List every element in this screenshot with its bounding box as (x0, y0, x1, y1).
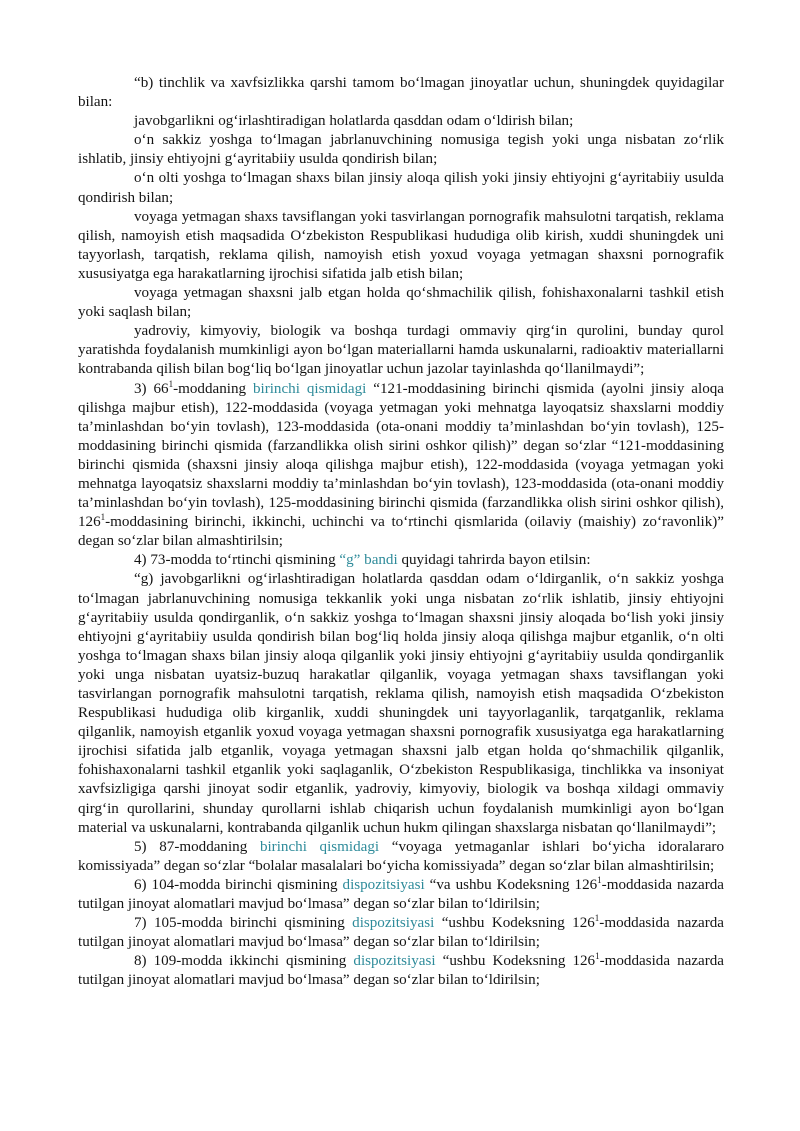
paragraph (78, 169, 724, 207)
paragraph-text: quyidagi tahrirda bayon etilsin: (397, 552, 591, 569)
paragraph (78, 914, 724, 952)
paragraph-text: 3) 66 (134, 380, 169, 397)
superscript-index: 1 (100, 512, 106, 523)
paragraph-text: 4) 73-modda to‘rtinchi qismining (134, 552, 340, 569)
paragraph-text: 5) 87-moddaning (134, 838, 260, 855)
paragraph-text: “va ushbu Kodeksning 126 (424, 876, 598, 893)
paragraph-text: voyaga yetmagan shaxs tavsiflangan yoki tasvirlangan pornografik mahsulotni tarqatish, reklama qilish, namoyish etish maqsadida O‘zbekiston Respublikasi hududiga olib kirish, xuddi shuningdek uni tayyorlash, tarqatish, reklama qilish, namoyish etish yoxud voyaga yetmagan shaxsni pornografik xususiyatga ega harakatlarning ijrochisi sifatida jalb etish bilan; (78, 208, 724, 282)
paragraph-text: “ushbu Kodeksning 126 (434, 915, 595, 932)
reference-link[interactable]: dispozitsiyasi (352, 915, 435, 932)
paragraph-text: “b) tinchlik va xavfsizlikka qarshi tamom bo‘lmagan jinoyatlar uchun, shuningdek quyidagilar bilan: (78, 75, 724, 111)
paragraph-text: 7) 105-modda birinchi qismining (134, 915, 353, 932)
paragraph (78, 208, 724, 284)
paragraph (78, 284, 724, 322)
document-body (78, 74, 724, 991)
paragraph-text: o‘n sakkiz yoshga to‘lmagan jabrlanuvchining nomusiga tegish yoki unga nisbatan zo‘rlik ishlatib, jinsiy ehtiyojni g‘ayritabiiy usulda qondirish bilan; (78, 132, 724, 168)
paragraph-text: -moddasida nazarda tutilgan jinoyat alomatlari mavjud bo‘lmasa” degan so‘zlar bilan to‘ldirilsin; (78, 953, 724, 989)
reference-link[interactable]: dispozitsiyasi (342, 876, 425, 893)
paragraph-text: 6) 104-modda birinchi qismining (134, 876, 343, 893)
paragraph (78, 876, 724, 914)
paragraph-text: -moddasida nazarda tutilgan jinoyat alomatlari mavjud bo‘lmasa” degan so‘zlar bilan to‘ldirilsin; (78, 876, 724, 913)
paragraph-text: javobgarlikni og‘irlashtiradigan holatlarda qasddan odam o‘ldirish bilan; (134, 113, 574, 130)
reference-link[interactable]: birinchi qismidagi (252, 380, 367, 397)
paragraph-text: -moddasida nazarda tutilgan jinoyat alomatlari mavjud bo‘lmasa” degan so‘zlar bilan to‘ldirilsin; (78, 915, 725, 951)
paragraph (78, 74, 724, 112)
paragraph-text: “g) javobgarlikni og‘irlashtiradigan holatlarda qasddan odam o‘ldirganlik, o‘n sakkiz yoshga to‘lmagan jabrlanuvchining nomusiga tekkanlik yoki unga nisbatan zo‘rlik ishlatib, jinsiy ehtiyojni g‘ayritabiiy usulda qondirganlik, o‘n sakkiz yoshga to‘lmagan shaxsni jinsiy aloqada bo‘lish yoki jinsiy ehtiyojni g‘ayritabiiy usulda qondirish bilan bog‘liq holda jinsiy aloqa qilishga majbur etganlik, o‘n olti yoshga to‘lmagan shaxs bilan jinsiy aloqa qilganlik yoki jinsiy ehtiyojni g‘ayritabiiy usulda qondirganlik yoki unga nisbatan uyatsiz-buzuq harakatlar qilganlik, voyaga yetmagan shaxs tavsiflangan yoki tasvirlangan pornografik mahsulotni tarqatish, reklama qilish, namoyish etish maqsadida O‘zbekiston Respublikasi hududiga olib kirganlik, xuddi shuningdek uni tayyorlaganlik, tarqatganlik, reklama qilganlik, namoyish etganlik yoxud voyaga yetmagan shaxsni pornografik xususiyatga ega harakatlarning ijrochisi sifatida jalb etganlik, voyaga yetmagan shaxsni jalb etgan holda qo‘shmachilik qilganlik, fohishaxonalarni tashkil etganlik yoki saqlaganlik, O‘zbekiston Respublikasiga, tinchlikka va insoniyat xavfsizligiga qarshi jinoyat sodir etganlik, yadroviy, kimyoviy, biologik va boshqa xildagi ommaviy qirg‘in qurollarini, shunday qurollarni ishlab chiqarish uchun foydalanish mumkinligi ayon bo‘lgan material va uskunalarni, kontrabanda qilganlik uchun hukm qilingan shaxslarga nisbatan qo‘llanilmaydi”; (78, 571, 724, 836)
reference-link[interactable]: dispozitsiyasi (353, 953, 436, 970)
paragraph (78, 131, 724, 169)
paragraph-text: voyaga yetmagan shaxsni jalb etgan holda qo‘shmachilik qilish, fohishaxonalarni tashkil etish yoki saqlash bilan; (78, 285, 724, 321)
superscript-index: 1 (597, 874, 602, 885)
paragraph-text: -moddaning (173, 380, 253, 397)
paragraph-text: -moddasining birinchi, ikkinchi, uchinchi va to‘rtinchi qismlarida (oilaviy (maishiy) zo‘ravonlik)” degan so‘zlar bilan almashtirilsin; (78, 514, 724, 550)
reference-link[interactable]: birinchi qismidagi (259, 838, 380, 855)
paragraph (78, 112, 724, 131)
paragraph-text: yadroviy, kimyoviy, biologik va boshqa turdagi ommaviy qirg‘in qurolini, bunday qurol yaratishda foydalanish mumkinligi ayon bo‘lgan materiallarni hamda uskunalarni, radioaktiv materiallarni kontrabanda qilish bilan bog‘liq bo‘lgan jinoyatlar uchun jazolar tayinlashda qo‘llanilmaydi”; (78, 323, 724, 378)
superscript-index: 1 (168, 378, 174, 389)
superscript-index: 1 (595, 951, 600, 962)
paragraph (78, 380, 724, 552)
paragraph-text: “121-moddasining birinchi qismida (ayolni jinsiy aloqa qilishga majbur etish), 122-moddasida (voyaga yetmagan yoki mehnatga layoqatsiz shaxslarni moddiy ta’minlashdan bo‘yin tovlash), 123-moddasida (ota-onani moddiy ta’minlashdan bo‘yin tovlash), 125-moddasining birinchi qismida (farzandlikka olish sirini oshkor qilish)” degan so‘zlar “121-moddasining birinchi qismida (shaxsni jinsiy aloqa qilishga majbur etish), 122-moddasida (voyaga yetmagan yoki mehnatga layoqatsiz shaxslarni moddiy ta’minlashdan bo‘yin tovlash), 123-moddasida (ota-onani moddiy ta’minlashdan bo‘yin tovlash), 125-moddasining birinchi qismida (farzandlikka olish sirini oshkor qilish), 126 (78, 380, 724, 531)
paragraph (78, 322, 724, 379)
paragraph-text: “ushbu Kodeksning 126 (435, 953, 596, 970)
paragraph (78, 570, 724, 837)
reference-link[interactable]: “g” bandi (339, 552, 398, 569)
paragraph-text: 8) 109-modda ikkinchi qismining (134, 953, 354, 970)
superscript-index: 1 (594, 913, 600, 924)
paragraph (78, 551, 724, 570)
paragraph (78, 838, 724, 876)
paragraph (78, 952, 724, 990)
paragraph-text: o‘n olti yoshga to‘lmagan shaxs bilan jinsiy aloqa qilish yoki jinsiy ehtiyojni g‘ayritabiiy usulda qondirish bilan; (78, 170, 724, 206)
paragraph-text: “voyaga yetmaganlar ishlari bo‘yicha idoralararo komissiyada” degan so‘zlar “bolalar masalalari bo‘yicha komissiyada” degan so‘zlar bilan almashtirilsin; (78, 838, 725, 874)
